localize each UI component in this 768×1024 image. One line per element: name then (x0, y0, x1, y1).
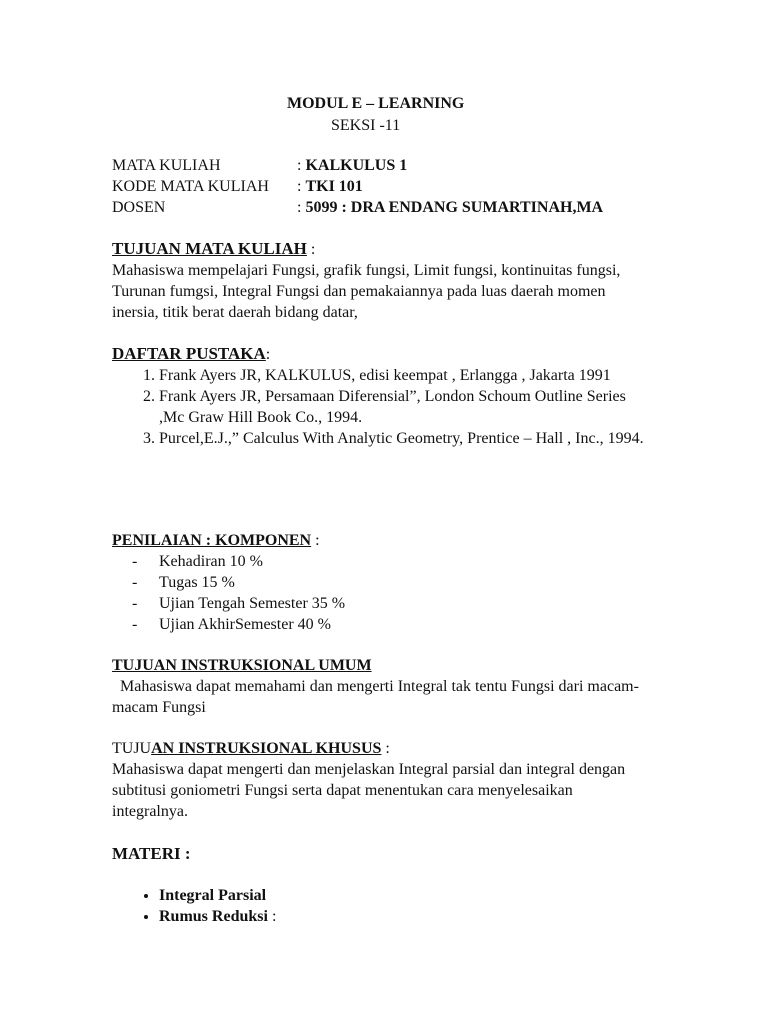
section-text: Mahasiswa mempelajari Fungsi, grafik fungsi, Limit fungsi, kontinuitas fungsi, Turunan fumgsi, Integral Fungsi dan pemakaiannya pada luas daerah momen inersia, titik berat daerah bidang datar, (112, 262, 621, 321)
section-tujuan-mata-kuliah: TUJUAN MATA KULIAH : Mahasiswa mempelajari Fungsi, grafik fungsi, Limit fungsi, kontinuitas fungsi, Turunan fumgsi, Integral Fungsi dan pemakaiannya pada luas daerah momen inersia, titik berat daerah bidang datar, (112, 238, 652, 323)
section-tujuan-instruksional-khusus: TUJUAN INSTRUKSIONAL KHUSUS : Mahasiswa dapat mengerti dan menjelaskan Integral parsial dan integral dengan subtitusi goniometri Fungsi serta dapat menentukan cara menyelesaikan integralnya. (112, 738, 652, 822)
document-subtitle: SEKSI -11 (331, 117, 401, 134)
component-list (112, 551, 652, 635)
info-label: MATA KULIAH (112, 157, 221, 174)
section-heading: MATERI : (112, 844, 191, 863)
section-heading: DAFTAR PUSTAKA (112, 344, 266, 363)
list-item: • Integral Parsial (159, 885, 652, 906)
section-text: Mahasiswa dapat memahami dan mengerti Integral tak tentu Fungsi dari macam-macam Fungsi (112, 678, 639, 716)
section-heading: AN INSTRUKSIONAL KHUSUS (151, 740, 382, 757)
section-penilaian: PENILAIAN : KOMPONEN : - Kehadiran 10 % - Tugas 15 % - Ujian Tengah Semester 35 % - Ujian AkhirSemester 40 % (112, 530, 652, 635)
section-heading: TUJUAN MATA KULIAH (112, 239, 307, 258)
materi-list (112, 885, 652, 927)
list-item: 2. Frank Ayers JR, Persamaan Diferensial”, London Schoum Outline Series ,Mc Graw Hill Book Co., 1994. (159, 386, 652, 428)
list-item: • Rumus Reduksi : (159, 906, 652, 927)
document-page: MODUL E – LEARNING SEKSI -11 MATA KULIAH : KALKULUS 1 KODE MATA KULIAH : TKI 101 DOSEN : 5099 : DRA ENDANG SUMARTINAH,MA TUJUAN MATA KULIAH : Mahasiswa mempelajari Fungsi, grafik fungsi, Limit fungsi, kontinuitas fungsi, Turunan fumgsi, Integral Fungsi dan pemakaiannya pada luas daerah momen inersia, titik berat daerah bidang datar, DAFTAR PUSTAKA: 1. Frank Ayers JR, KALKULUS, edisi keempat , Erlangga , Jakarta 1991 2. Frank Ayers JR, Persamaan Diferensial”, London Schoum Outline Series ,Mc Graw Hill Book Co., 1994. 3. Purcel,E.J.,” Calculus With Analytic Geometry, Prentice – Hall , Inc., 1994. PENILAIAN : KOMPONEN : - Kehadiran 10 % - Tugas 15 % - Ujian Tengah Semester 35 % - Ujian AkhirSemester 40 % TUJUAN INSTRUKSIONAL UMUM Mahasiswa dapat memahami dan mengerti Integral tak tentu Fungsi dari macam-macam Fungsi TUJUAN INSTRUKSIONAL KHUSUS : Mahasiswa dapat mengerti dan menjelaskan Integral parsial dan integral dengan subtitusi goniometri Fungsi serta dapat menentukan cara menyelesaikan integralnya. MATERI : • Integral Parsial • Rumus Reduksi : (0, 0, 768, 1024)
section-materi (112, 843, 652, 927)
section-heading: TUJUAN INSTRUKSIONAL UMUM (112, 657, 372, 674)
info-label: DOSEN (112, 199, 166, 216)
section-daftar-pustaka: DAFTAR PUSTAKA: 1. Frank Ayers JR, KALKULUS, edisi keempat , Erlangga , Jakarta 1991 2. Frank Ayers JR, Persamaan Diferensial”, London Schoum Outline Series ,Mc Graw Hill Book Co., 1994. 3. Purcel,E.J.,” Calculus With Analytic Geometry, Prentice – Hall , Inc., 1994. (112, 343, 652, 449)
list-item: - Tugas 15 % (132, 574, 235, 591)
section-text: Mahasiswa dapat mengerti dan menjelaskan Integral parsial dan integral dengan subtitusi goniometri Fungsi serta dapat menentukan cara menyelesaikan integralnya. (112, 761, 626, 820)
info-value: : KALKULUS 1 (297, 157, 408, 174)
info-value: : 5099 : DRA ENDANG SUMARTINAH,MA (297, 199, 604, 216)
section-heading: PENILAIAN : KOMPONEN (112, 532, 312, 549)
list-item: - Ujian Tengah Semester 35 % (132, 595, 346, 612)
list-item: 1. Frank Ayers JR, KALKULUS, edisi keempat , Erlangga , Jakarta 1991 (159, 365, 652, 386)
reference-list (112, 365, 652, 449)
info-label: KODE MATA KULIAH (112, 178, 269, 195)
list-item: 3. Purcel,E.J.,” Calculus With Analytic Geometry, Prentice – Hall , Inc., 1994. (159, 428, 652, 449)
list-item: - Ujian AkhirSemester 40 % (132, 616, 331, 633)
list-item: - Kehadiran 10 % (132, 553, 263, 570)
section-tujuan-instruksional-umum (112, 655, 652, 718)
info-value: : TKI 101 (297, 178, 363, 195)
